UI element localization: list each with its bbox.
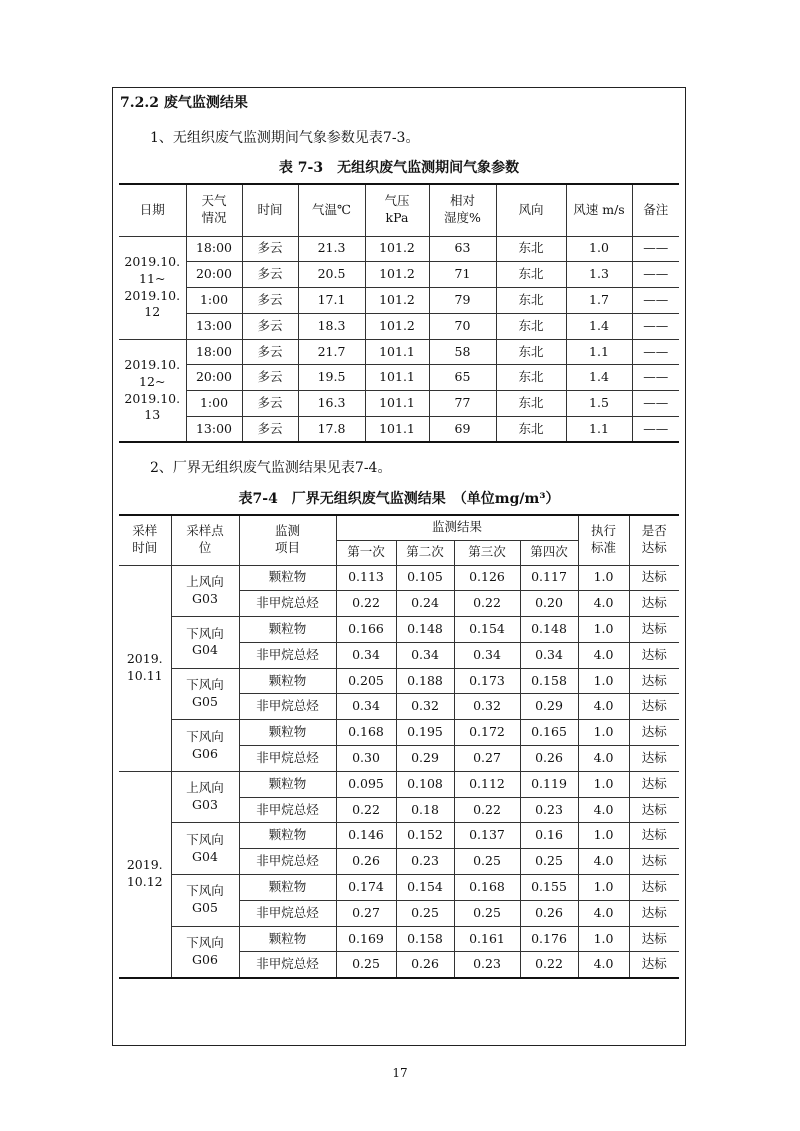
table-cell: 1.0 — [578, 668, 629, 694]
table-cell: 101.2 — [365, 262, 429, 288]
table-row — [119, 313, 679, 339]
table-row — [119, 236, 679, 262]
header-sampling-time: 采样 时间 — [119, 515, 171, 565]
table-cell: 0.112 — [454, 771, 520, 797]
table-cell: 101.1 — [365, 339, 429, 365]
table-cell: 达标 — [629, 926, 679, 952]
header-compliance: 是否 达标 — [629, 515, 679, 565]
table-cell: 77 — [429, 391, 496, 417]
weather-parameters-table — [119, 183, 679, 443]
table-cell: 非甲烷总烃 — [239, 849, 336, 875]
table-cell: 多云 — [242, 288, 298, 314]
table-cell: 0.152 — [396, 823, 454, 849]
table-cell: 101.2 — [365, 313, 429, 339]
table-cell: 1.4 — [566, 313, 632, 339]
table-cell: 0.25 — [396, 900, 454, 926]
table-cell: 0.23 — [520, 797, 578, 823]
table-row — [119, 771, 679, 797]
sampling-date-cell: 2019. 10.11 — [119, 565, 171, 771]
table-7-3-caption: 表 7-3 无组织废气监测期间气象参数 — [278, 160, 520, 176]
table-cell: 达标 — [629, 617, 679, 643]
table-cell: 0.158 — [396, 926, 454, 952]
table-cell: 0.24 — [396, 591, 454, 617]
table-cell: 达标 — [629, 823, 679, 849]
header-cell: 天气 情况 — [186, 184, 242, 236]
table-cell: 多云 — [242, 313, 298, 339]
table-cell: 多云 — [242, 417, 298, 443]
table-cell: 0.23 — [396, 849, 454, 875]
table-cell: 0.34 — [454, 642, 520, 668]
header-cell: 备注 — [632, 184, 679, 236]
table-cell: 0.18 — [396, 797, 454, 823]
header-standard: 执行 标准 — [578, 515, 629, 565]
table-row — [119, 417, 679, 443]
table-cell: 东北 — [496, 236, 566, 262]
table-cell: 多云 — [242, 262, 298, 288]
header-monitoring-item: 监测 项目 — [239, 515, 336, 565]
table-cell: 达标 — [629, 797, 679, 823]
table-cell: 0.148 — [396, 617, 454, 643]
table-cell: 0.22 — [336, 797, 396, 823]
table-cell: 东北 — [496, 417, 566, 443]
table-cell: 达标 — [629, 668, 679, 694]
table-cell: 达标 — [629, 694, 679, 720]
table-cell: 20:00 — [186, 365, 242, 391]
table-cell: 18:00 — [186, 236, 242, 262]
table-cell: —— — [632, 262, 679, 288]
table-cell: —— — [632, 391, 679, 417]
table-cell: 1.0 — [578, 720, 629, 746]
table-cell: 0.25 — [454, 900, 520, 926]
table-cell: 0.105 — [396, 565, 454, 591]
sampling-point-cell: 下风向 G05 — [171, 875, 239, 927]
table-cell: 0.27 — [336, 900, 396, 926]
header-cell: 风向 — [496, 184, 566, 236]
table-cell: 0.29 — [396, 746, 454, 772]
table-cell: 0.165 — [520, 720, 578, 746]
table-cell: 0.26 — [396, 952, 454, 978]
table-cell: 0.34 — [396, 642, 454, 668]
table-cell: 达标 — [629, 875, 679, 901]
table-cell: —— — [632, 339, 679, 365]
header-monitoring-results: 监测结果 — [336, 515, 578, 540]
table-cell: 21.3 — [298, 236, 365, 262]
table-cell: 20.5 — [298, 262, 365, 288]
table-cell: 东北 — [496, 313, 566, 339]
table-row — [119, 668, 679, 694]
table-cell: 颗粒物 — [239, 720, 336, 746]
table-cell: 达标 — [629, 952, 679, 978]
table-cell: 达标 — [629, 720, 679, 746]
table-cell: 0.22 — [520, 952, 578, 978]
table-cell: 达标 — [629, 642, 679, 668]
table-cell: 0.205 — [336, 668, 396, 694]
table-cell: 1.4 — [566, 365, 632, 391]
table-cell: 18:00 — [186, 339, 242, 365]
sampling-point-cell: 下风向 G04 — [171, 617, 239, 669]
header-cell: 风速 m/s — [566, 184, 632, 236]
table-cell: 4.0 — [578, 952, 629, 978]
table-cell: 101.1 — [365, 365, 429, 391]
table-cell: 13:00 — [186, 313, 242, 339]
table-cell: 1.0 — [578, 771, 629, 797]
table-cell: 0.117 — [520, 565, 578, 591]
table-cell: 0.20 — [520, 591, 578, 617]
table-cell: 非甲烷总烃 — [239, 694, 336, 720]
table-row — [119, 339, 679, 365]
table-cell: 颗粒物 — [239, 875, 336, 901]
header-run-4: 第四次 — [520, 540, 578, 565]
table-cell: 0.168 — [336, 720, 396, 746]
table-cell: 0.29 — [520, 694, 578, 720]
sampling-point-cell: 下风向 G06 — [171, 926, 239, 978]
table-cell: 1:00 — [186, 288, 242, 314]
table-cell: 0.176 — [520, 926, 578, 952]
sampling-point-cell: 上风向 G03 — [171, 565, 239, 617]
table-cell: 1.0 — [578, 565, 629, 591]
table-cell: 20:00 — [186, 262, 242, 288]
table-cell: 非甲烷总烃 — [239, 642, 336, 668]
table-cell: —— — [632, 313, 679, 339]
table-cell: 0.34 — [336, 642, 396, 668]
table-cell: 0.148 — [520, 617, 578, 643]
table-cell: 东北 — [496, 288, 566, 314]
table-cell: 18.3 — [298, 313, 365, 339]
table-row — [119, 823, 679, 849]
table-cell: 东北 — [496, 391, 566, 417]
paragraph-weather-intro: 1、无组织废气监测期间气象参数见表7-3。 — [150, 130, 420, 146]
table-cell: 101.2 — [365, 236, 429, 262]
table-cell: 0.25 — [454, 849, 520, 875]
table-cell: 多云 — [242, 339, 298, 365]
table-cell: 65 — [429, 365, 496, 391]
header-run-1: 第一次 — [336, 540, 396, 565]
table-cell: 颗粒物 — [239, 565, 336, 591]
table-cell: 0.30 — [336, 746, 396, 772]
table-cell: 0.169 — [336, 926, 396, 952]
table-7-4-caption: 表7-4 厂界无组织废气监测结果 （单位mg/m³） — [238, 491, 560, 507]
table-cell: 4.0 — [578, 797, 629, 823]
table-cell: 颗粒物 — [239, 823, 336, 849]
table-cell: 0.188 — [396, 668, 454, 694]
table-cell: 0.168 — [454, 875, 520, 901]
table-cell: 多云 — [242, 365, 298, 391]
header-cell: 时间 — [242, 184, 298, 236]
table-cell: 0.26 — [336, 849, 396, 875]
table-cell: 非甲烷总烃 — [239, 797, 336, 823]
table-cell: 1.5 — [566, 391, 632, 417]
paragraph-results-intro: 2、厂界无组织废气监测结果见表7-4。 — [150, 460, 392, 476]
table-cell: 0.158 — [520, 668, 578, 694]
table-cell: 13:00 — [186, 417, 242, 443]
table-cell: 0.32 — [454, 694, 520, 720]
header-sampling-point: 采样点 位 — [171, 515, 239, 565]
table-cell: 达标 — [629, 591, 679, 617]
table-cell: 颗粒物 — [239, 668, 336, 694]
table-cell: 0.195 — [396, 720, 454, 746]
table-cell: 0.119 — [520, 771, 578, 797]
table-cell: 1.0 — [566, 236, 632, 262]
table-cell: 达标 — [629, 771, 679, 797]
table-cell: 东北 — [496, 339, 566, 365]
table-cell: 79 — [429, 288, 496, 314]
table-cell: 1:00 — [186, 391, 242, 417]
table-cell: 东北 — [496, 365, 566, 391]
table-row — [119, 720, 679, 746]
table-cell: 1.1 — [566, 417, 632, 443]
table-cell: 非甲烷总烃 — [239, 591, 336, 617]
table-cell: 0.34 — [336, 694, 396, 720]
table-cell: 4.0 — [578, 900, 629, 926]
sampling-point-cell: 下风向 G06 — [171, 720, 239, 772]
sampling-date-cell: 2019. 10.12 — [119, 771, 171, 977]
table-cell: 0.137 — [454, 823, 520, 849]
table-cell: 1.3 — [566, 262, 632, 288]
table-cell: 4.0 — [578, 746, 629, 772]
table-row — [119, 617, 679, 643]
date-range-cell: 2019.10. 12~ 2019.10. 13 — [119, 339, 186, 442]
table-cell: 0.23 — [454, 952, 520, 978]
table-cell: —— — [632, 236, 679, 262]
page-number: 17 — [392, 1066, 408, 1080]
table-cell: 颗粒物 — [239, 617, 336, 643]
table-cell: 0.173 — [454, 668, 520, 694]
table-cell: —— — [632, 365, 679, 391]
table-cell: 0.146 — [336, 823, 396, 849]
table-cell: 21.7 — [298, 339, 365, 365]
table-cell: 1.0 — [578, 926, 629, 952]
sampling-point-cell: 上风向 G03 — [171, 771, 239, 823]
table-cell: 0.25 — [336, 952, 396, 978]
section-title: 7.2.2 废气监测结果 — [120, 95, 248, 111]
table-cell: 0.154 — [396, 875, 454, 901]
table-cell: 0.126 — [454, 565, 520, 591]
table-cell: 0.27 — [454, 746, 520, 772]
header-cell: 气压 kPa — [365, 184, 429, 236]
table-cell: 0.26 — [520, 900, 578, 926]
table-cell: 0.166 — [336, 617, 396, 643]
table-cell: 非甲烷总烃 — [239, 746, 336, 772]
table-cell: 0.154 — [454, 617, 520, 643]
table-cell: 颗粒物 — [239, 771, 336, 797]
table-cell: 1.1 — [566, 339, 632, 365]
header-cell: 气温℃ — [298, 184, 365, 236]
table-cell: 69 — [429, 417, 496, 443]
table-cell: 0.174 — [336, 875, 396, 901]
table-cell: 19.5 — [298, 365, 365, 391]
table-cell: 0.22 — [454, 797, 520, 823]
table-cell: 0.34 — [520, 642, 578, 668]
table-cell: 0.25 — [520, 849, 578, 875]
table-cell: 达标 — [629, 746, 679, 772]
table-cell: 1.0 — [578, 875, 629, 901]
table-cell: 70 — [429, 313, 496, 339]
table-cell: 0.161 — [454, 926, 520, 952]
table-cell: —— — [632, 288, 679, 314]
table-cell: 1.0 — [578, 617, 629, 643]
table-cell: 0.095 — [336, 771, 396, 797]
table-cell: 达标 — [629, 849, 679, 875]
table-row — [119, 288, 679, 314]
header-run-2: 第二次 — [396, 540, 454, 565]
sampling-point-cell: 下风向 G05 — [171, 668, 239, 720]
table-cell: 东北 — [496, 262, 566, 288]
date-range-cell: 2019.10. 11~ 2019.10. 12 — [119, 236, 186, 339]
table-cell: 0.172 — [454, 720, 520, 746]
table-cell: 0.113 — [336, 565, 396, 591]
table-cell: 0.16 — [520, 823, 578, 849]
header-cell: 日期 — [119, 184, 186, 236]
table-cell: 0.32 — [396, 694, 454, 720]
table-cell: 63 — [429, 236, 496, 262]
table-cell: 1.0 — [578, 823, 629, 849]
table-cell: 非甲烷总烃 — [239, 900, 336, 926]
table-cell: 4.0 — [578, 591, 629, 617]
table-cell: 17.8 — [298, 417, 365, 443]
table-cell: —— — [632, 417, 679, 443]
table-cell: 71 — [429, 262, 496, 288]
table-cell: 非甲烷总烃 — [239, 952, 336, 978]
table-cell: 0.155 — [520, 875, 578, 901]
table-cell: 58 — [429, 339, 496, 365]
table-cell: 1.7 — [566, 288, 632, 314]
table-cell: 4.0 — [578, 849, 629, 875]
table-cell: 0.108 — [396, 771, 454, 797]
table-cell: 101.1 — [365, 417, 429, 443]
table-cell: 颗粒物 — [239, 926, 336, 952]
table-cell: 101.2 — [365, 288, 429, 314]
table-cell: 17.1 — [298, 288, 365, 314]
table-cell: 101.1 — [365, 391, 429, 417]
table-cell: 达标 — [629, 900, 679, 926]
table-row — [119, 565, 679, 591]
header-run-3: 第三次 — [454, 540, 520, 565]
table-row — [119, 391, 679, 417]
table-row — [119, 875, 679, 901]
table-row — [119, 926, 679, 952]
table-cell: 16.3 — [298, 391, 365, 417]
boundary-emission-results-table — [119, 514, 679, 979]
table-cell: 0.22 — [454, 591, 520, 617]
table-cell: 4.0 — [578, 642, 629, 668]
header-cell: 相对 湿度% — [429, 184, 496, 236]
sampling-point-cell: 下风向 G04 — [171, 823, 239, 875]
table-cell: 多云 — [242, 391, 298, 417]
table-cell: 达标 — [629, 565, 679, 591]
table-cell: 0.22 — [336, 591, 396, 617]
table-row — [119, 262, 679, 288]
table-cell: 多云 — [242, 236, 298, 262]
table-cell: 0.26 — [520, 746, 578, 772]
table-row — [119, 365, 679, 391]
table-cell: 4.0 — [578, 694, 629, 720]
